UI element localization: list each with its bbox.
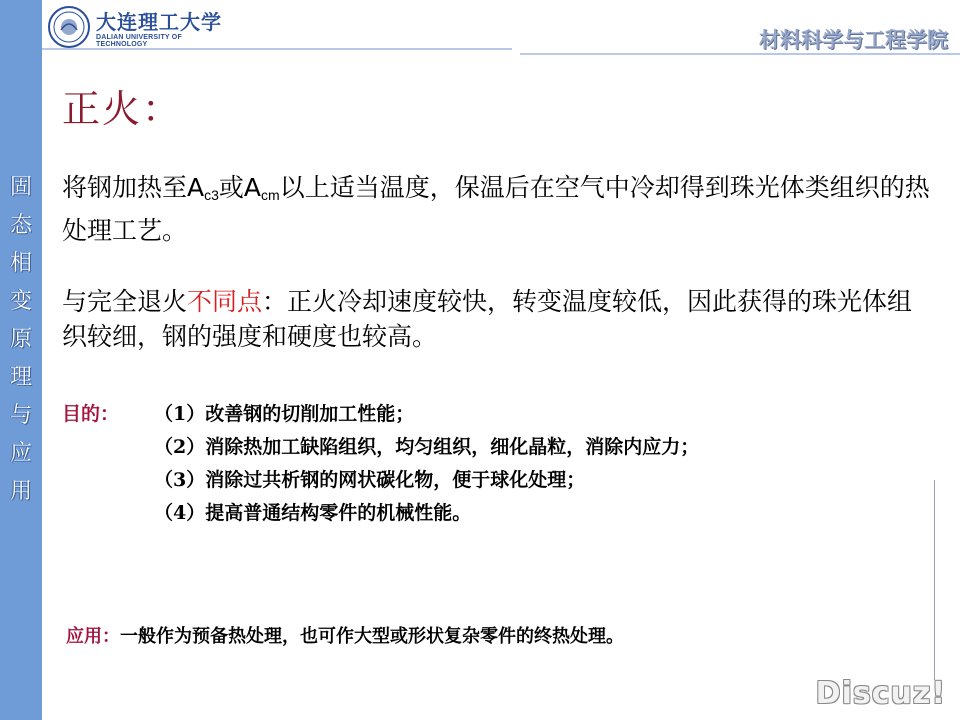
difference-text: ：正火冷却速度较快，转变温度较低，因此获得的珠光体组织较细，钢的强度和硬度也较高。 (62, 287, 913, 351)
school-divider (520, 53, 960, 55)
sidebar-char: 变 (9, 289, 32, 314)
school-name: 材料科学与工程学院 (759, 27, 948, 52)
university-name-en: DALIAN UNIVERSITY OF TECHNOLOGY (96, 34, 182, 48)
purpose-item: （1）改善钢的切削加工性能； (154, 403, 415, 425)
sidebar-char: 原 (9, 327, 32, 352)
sidebar-char: 应 (9, 441, 32, 466)
purpose-label: 目的： (62, 403, 120, 425)
application-line (66, 622, 624, 648)
purpose-item: （2）消除热加工缺陷组织，均匀组织，细化晶粒，消除内应力； (154, 436, 700, 458)
definition-paragraph (62, 170, 932, 248)
application-label: 应用： (66, 626, 120, 647)
purpose-item: （4）提高普通结构零件的机械性能。 (154, 502, 472, 524)
sidebar-char: 理 (9, 365, 32, 390)
sidebar-char: 与 (9, 403, 32, 428)
sidebar-char: 用 (9, 479, 32, 504)
header-divider (42, 48, 512, 50)
university-logo (46, 4, 226, 50)
decorative-line (934, 480, 935, 680)
university-seal-icon (46, 4, 92, 50)
definition-text: 将钢加热至A (62, 173, 205, 202)
difference-highlight: 不同点 (187, 287, 263, 316)
definition-text: 以上适当温度，保温后在空气中冷却得到珠光体类组织的热处理工艺。 (62, 173, 930, 245)
difference-text: 与完全退火 (62, 287, 188, 316)
definition-text: 或A (218, 173, 262, 202)
subscript-c3: c3 (204, 187, 219, 203)
application-text: 一般作为预备热处理，也可作大型或形状复杂零件的终热处理。 (120, 626, 624, 647)
discuz-watermark: Discuz! (815, 676, 946, 711)
sidebar-char: 相 (9, 251, 32, 276)
sidebar-char: 态 (9, 213, 32, 238)
slide-title: 正火： (62, 87, 183, 131)
left-sidebar (0, 0, 42, 720)
subscript-cm: cm (261, 187, 280, 203)
sidebar-char: 固 (9, 175, 32, 200)
difference-paragraph (62, 284, 932, 354)
university-name-cn: 大连理工大学 (96, 10, 222, 34)
purpose-item: （3）消除过共析钢的网状碳化物，便于球化处理； (154, 469, 586, 491)
